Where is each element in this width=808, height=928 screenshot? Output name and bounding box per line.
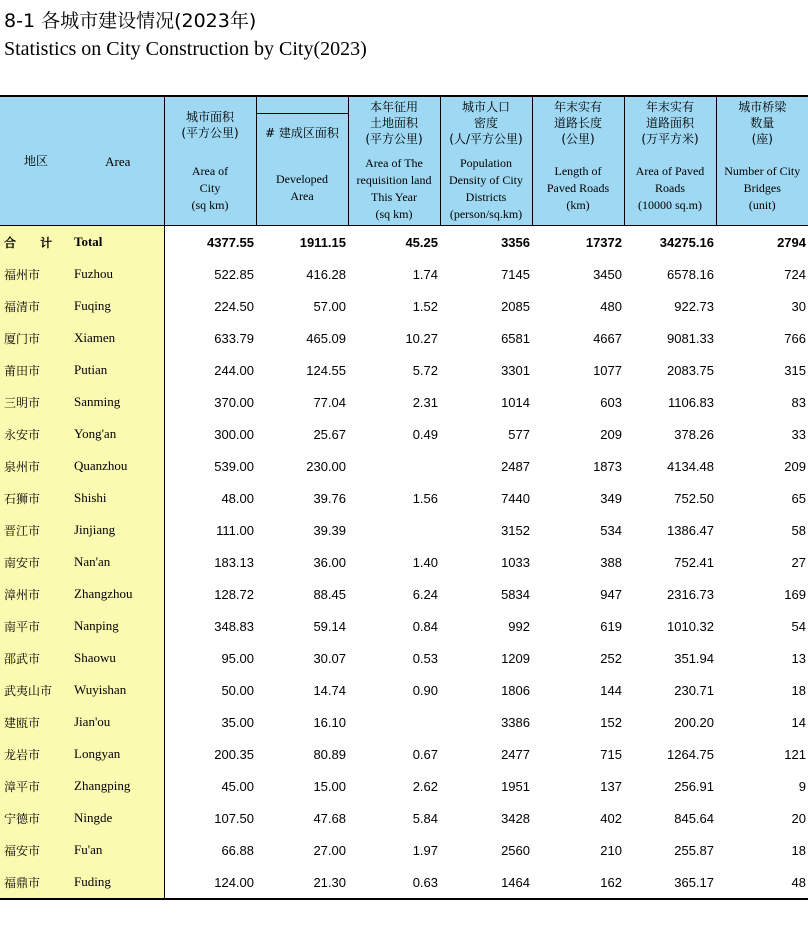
value-cell: 200.35 (164, 738, 256, 770)
value-cell: 1106.83 (667, 394, 714, 410)
value-cell: 200.20 (674, 714, 714, 730)
value-cell: 480 (600, 298, 622, 314)
table-row-total (0, 226, 808, 259)
value-cell: 619 (600, 618, 622, 634)
region-name-en: Ningde (72, 802, 164, 834)
value-cell: 2083.75 (667, 362, 714, 378)
region-name-cn: 合 计 (0, 226, 72, 259)
value-cell: 30 (791, 298, 806, 314)
city-construction-table (0, 95, 808, 900)
header-road-area: 年末实有 道路面积 (万平方米) Area of Paved Roads (10000 sq.m) (624, 96, 716, 226)
value-cell: 16.10 (313, 714, 346, 730)
header-region-cn: 地区 (0, 96, 72, 226)
region-name-en: Sanming (72, 386, 164, 418)
page-title-chinese: 8-1 各城市建设情况(2023年) (4, 10, 257, 32)
value-cell: 1806 (501, 682, 530, 698)
value-cell: 1.40 (412, 554, 438, 570)
value-cell: 1077 (593, 362, 622, 378)
value-cell: 9 (798, 778, 806, 794)
value-cell: 124.00 (164, 866, 256, 899)
region-name-cn: 福鼎市 (0, 866, 72, 899)
value-cell: 80.89 (313, 746, 346, 762)
value-cell: 45.25 (405, 234, 438, 250)
value-cell: 2316.73 (667, 586, 714, 602)
value-cell: 0.63 (412, 874, 438, 890)
value-cell: 633.79 (164, 322, 256, 354)
value-cell: 348.83 (164, 610, 256, 642)
value-cell: 1464 (501, 874, 530, 890)
value-cell: 14.74 (313, 682, 346, 698)
region-name-en: Zhangping (72, 770, 164, 802)
value-cell: 48.00 (164, 482, 256, 514)
value-cell: 1033 (501, 554, 530, 570)
header-region-en: Area (72, 96, 164, 226)
value-cell: 39.76 (313, 490, 346, 506)
value-cell: 162 (600, 874, 622, 890)
region-name-en: Putian (72, 354, 164, 386)
value-cell: 766 (784, 330, 806, 346)
value-cell: 45.00 (164, 770, 256, 802)
region-name-en: Fuqing (72, 290, 164, 322)
value-cell: 183.13 (164, 546, 256, 578)
header-developed-area: # 建成区面积 Developed Area (256, 96, 348, 226)
region-name-cn: 建瓯市 (0, 706, 72, 738)
region-name-en: Fuding (72, 866, 164, 899)
value-cell: 2085 (501, 298, 530, 314)
value-cell: 0.53 (412, 650, 438, 666)
value-cell: 752.50 (674, 490, 714, 506)
value-cell: 21.30 (313, 874, 346, 890)
region-name-en: Fu'an (72, 834, 164, 866)
value-cell: 715 (600, 746, 622, 762)
region-name-cn: 宁德市 (0, 802, 72, 834)
value-cell: 0.67 (412, 746, 438, 762)
region-name-en: Jian'ou (72, 706, 164, 738)
table-row (0, 354, 808, 386)
value-cell: 48 (791, 874, 806, 890)
region-name-cn: 龙岩市 (0, 738, 72, 770)
value-cell: 315 (784, 362, 806, 378)
value-cell: 365.17 (674, 874, 714, 890)
region-name-cn: 漳州市 (0, 578, 72, 610)
value-cell: 1.52 (412, 298, 438, 314)
table-row (0, 322, 808, 354)
value-cell: 0.49 (412, 426, 438, 442)
value-cell: 137 (600, 778, 622, 794)
value-cell: 5834 (501, 586, 530, 602)
value-cell: 65 (791, 490, 806, 506)
value-cell: 534 (600, 522, 622, 538)
table-row (0, 450, 808, 482)
value-cell: 152 (600, 714, 622, 730)
region-name-en: Longyan (72, 738, 164, 770)
region-name-en: Nan'an (72, 546, 164, 578)
header-population-density: 城市人口 密度 (人/平方公里) Population Density of City Districts (person/sq.km) (440, 96, 532, 226)
value-cell: 1.74 (412, 266, 438, 282)
value-cell: 252 (600, 650, 622, 666)
value-cell: 30.07 (313, 650, 346, 666)
value-cell: 34275.16 (659, 234, 714, 250)
value-cell: 3301 (501, 362, 530, 378)
value-cell: 6.24 (412, 586, 438, 602)
value-cell: 539.00 (164, 450, 256, 482)
value-cell: 724 (784, 266, 806, 282)
value-cell: 5.84 (412, 810, 438, 826)
value-cell: 224.50 (164, 290, 256, 322)
value-cell: 27 (791, 554, 806, 570)
value-cell: 7440 (501, 490, 530, 506)
value-cell: 3152 (501, 522, 530, 538)
table-row (0, 418, 808, 450)
value-cell: 88.45 (313, 586, 346, 602)
value-cell: 14 (791, 714, 806, 730)
header-city-area: 城市面积 (平方公里) Area of City (sq km) (164, 96, 256, 226)
value-cell: 36.00 (313, 554, 346, 570)
value-cell: 922.73 (674, 298, 714, 314)
value-cell: 95.00 (164, 642, 256, 674)
value-cell: 992 (508, 618, 530, 634)
value-cell: 3386 (501, 714, 530, 730)
value-cell: 402 (600, 810, 622, 826)
region-name-en: Wuyishan (72, 674, 164, 706)
table-row (0, 482, 808, 514)
value-cell: 77.04 (313, 394, 346, 410)
value-cell: 1.97 (412, 842, 438, 858)
value-cell: 6581 (501, 330, 530, 346)
value-cell: 121 (784, 746, 806, 762)
table-row (0, 610, 808, 642)
value-cell: 2.62 (412, 778, 438, 794)
table-row (0, 738, 808, 770)
value-cell: 10.27 (405, 330, 438, 346)
value-cell: 388 (600, 554, 622, 570)
region-name-cn: 三明市 (0, 386, 72, 418)
table-row (0, 546, 808, 578)
value-cell: 244.00 (164, 354, 256, 386)
value-cell (348, 514, 440, 546)
value-cell: 4134.48 (667, 458, 714, 474)
value-cell: 351.94 (674, 650, 714, 666)
value-cell: 255.87 (674, 842, 714, 858)
value-cell: 1010.32 (667, 618, 714, 634)
value-cell: 111.00 (164, 514, 256, 546)
value-cell: 3450 (593, 266, 622, 282)
region-name-en: Xiamen (72, 322, 164, 354)
value-cell: 66.88 (164, 834, 256, 866)
value-cell: 378.26 (674, 426, 714, 442)
table-row (0, 514, 808, 546)
table-row (0, 642, 808, 674)
value-cell: 124.55 (306, 362, 346, 378)
value-cell: 1911.15 (299, 234, 346, 250)
value-cell: 752.41 (674, 554, 714, 570)
value-cell: 128.72 (164, 578, 256, 610)
value-cell: 1951 (501, 778, 530, 794)
value-cell: 50.00 (164, 674, 256, 706)
value-cell (348, 450, 440, 482)
region-name-cn: 厦门市 (0, 322, 72, 354)
value-cell: 54 (791, 618, 806, 634)
value-cell: 18 (791, 682, 806, 698)
value-cell: 33 (791, 426, 806, 442)
value-cell: 58 (791, 522, 806, 538)
value-cell: 2.31 (412, 394, 438, 410)
value-cell: 465.09 (306, 330, 346, 346)
value-cell: 845.64 (674, 810, 714, 826)
value-cell: 27.00 (313, 842, 346, 858)
region-name-cn: 南安市 (0, 546, 72, 578)
region-name-cn: 泉州市 (0, 450, 72, 482)
region-name-en: Shishi (72, 482, 164, 514)
value-cell: 256.91 (674, 778, 714, 794)
value-cell: 20 (791, 810, 806, 826)
table-row (0, 578, 808, 610)
region-name-cn: 福州市 (0, 258, 72, 290)
table-row (0, 706, 808, 738)
value-cell: 210 (600, 842, 622, 858)
value-cell: 4667 (593, 330, 622, 346)
value-cell: 107.50 (164, 802, 256, 834)
value-cell: 522.85 (164, 258, 256, 290)
value-cell: 1873 (593, 458, 622, 474)
value-cell: 83 (791, 394, 806, 410)
value-cell: 1014 (501, 394, 530, 410)
value-cell: 2794 (777, 234, 806, 250)
table-row (0, 258, 808, 290)
value-cell: 1386.47 (667, 522, 714, 538)
value-cell: 2477 (501, 746, 530, 762)
value-cell: 7145 (501, 266, 530, 282)
region-name-en: Yong'an (72, 418, 164, 450)
value-cell: 2560 (501, 842, 530, 858)
table-row (0, 386, 808, 418)
value-cell: 59.14 (313, 618, 346, 634)
page-title-english: Statistics on City Construction by City(2023) (4, 38, 367, 60)
region-name-en: Shaowu (72, 642, 164, 674)
region-name-en: Quanzhou (72, 450, 164, 482)
value-cell: 3356 (501, 234, 530, 250)
value-cell: 25.67 (313, 426, 346, 442)
value-cell: 18 (791, 842, 806, 858)
table-row (0, 290, 808, 322)
table-row (0, 770, 808, 802)
value-cell: 0.90 (412, 682, 438, 698)
value-cell: 3428 (501, 810, 530, 826)
value-cell: 230.71 (674, 682, 714, 698)
value-cell: 300.00 (164, 418, 256, 450)
value-cell: 947 (600, 586, 622, 602)
value-cell: 349 (600, 490, 622, 506)
table-row (0, 834, 808, 866)
value-cell: 1264.75 (667, 746, 714, 762)
value-cell: 577 (508, 426, 530, 442)
header-road-length: 年末实有 道路长度 (公里) Length of Paved Roads (km) (532, 96, 624, 226)
value-cell: 603 (600, 394, 622, 410)
value-cell: 4377.55 (164, 226, 256, 259)
value-cell: 6578.16 (667, 266, 714, 282)
value-cell: 1.56 (412, 490, 438, 506)
region-name-cn: 永安市 (0, 418, 72, 450)
value-cell: 209 (784, 458, 806, 474)
region-name-en: Fuzhou (72, 258, 164, 290)
table-row (0, 674, 808, 706)
region-name-cn: 福清市 (0, 290, 72, 322)
value-cell: 416.28 (306, 266, 346, 282)
value-cell: 35.00 (164, 706, 256, 738)
region-name-cn: 漳平市 (0, 770, 72, 802)
region-name-en: Zhangzhou (72, 578, 164, 610)
region-name-en: Total (72, 226, 164, 259)
region-name-cn: 莆田市 (0, 354, 72, 386)
region-name-cn: 石狮市 (0, 482, 72, 514)
header-city-bridges: 城市桥梁 数量 (座) Number of City Bridges (unit) (716, 96, 808, 226)
value-cell: 2487 (501, 458, 530, 474)
value-cell: 39.39 (313, 522, 346, 538)
value-cell: 1209 (501, 650, 530, 666)
value-cell: 209 (600, 426, 622, 442)
value-cell: 15.00 (313, 778, 346, 794)
value-cell: 47.68 (313, 810, 346, 826)
value-cell: 230.00 (306, 458, 346, 474)
region-name-cn: 南平市 (0, 610, 72, 642)
region-name-en: Nanping (72, 610, 164, 642)
value-cell: 0.84 (412, 618, 438, 634)
region-name-cn: 武夷山市 (0, 674, 72, 706)
value-cell: 5.72 (412, 362, 438, 378)
value-cell: 9081.33 (667, 330, 714, 346)
value-cell: 17372 (585, 234, 622, 250)
region-name-cn: 福安市 (0, 834, 72, 866)
region-name-en: Jinjiang (72, 514, 164, 546)
table-header-row (0, 96, 808, 226)
value-cell: 57.00 (313, 298, 346, 314)
region-name-cn: 晋江市 (0, 514, 72, 546)
value-cell: 144 (600, 682, 622, 698)
value-cell: 169 (784, 586, 806, 602)
table-row (0, 866, 808, 899)
header-requisition-land: 本年征用 土地面积 (平方公里) Area of The requisition land This Year (sq km) (348, 96, 440, 226)
region-name-cn: 邵武市 (0, 642, 72, 674)
value-cell: 370.00 (164, 386, 256, 418)
value-cell: 13 (791, 650, 806, 666)
value-cell (348, 706, 440, 738)
table-row (0, 802, 808, 834)
